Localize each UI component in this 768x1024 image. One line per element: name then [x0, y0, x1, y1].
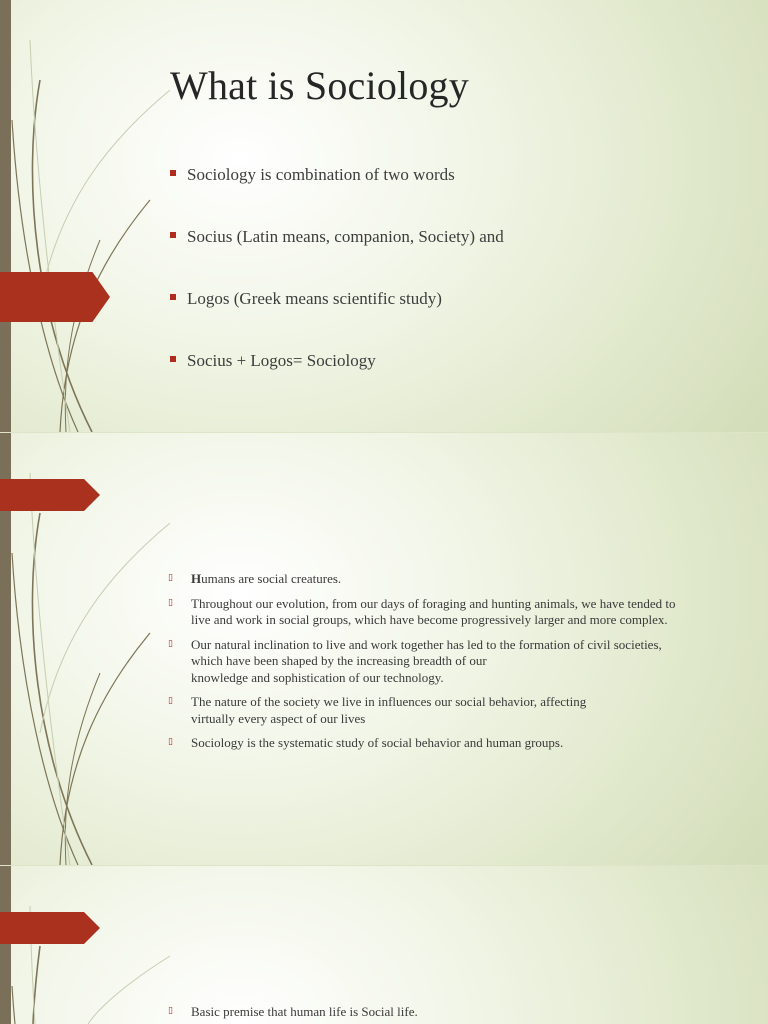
- list-item: Sociology is combination of two words: [170, 164, 504, 186]
- red-arrow-tab: [0, 912, 100, 944]
- bullet-list: [170, 164, 504, 412]
- list-item: ▯ The nature of the society we live in influences our social behavior, affecting virtually every aspect of our lives: [168, 694, 587, 726]
- slide-title: What is Sociology: [170, 63, 469, 108]
- list-item: ▯ Throughout our evolution, from our days of foraging and hunting animals, we have tended to live and work in social groups, which have become progressively larger and more complex.: [168, 595, 676, 627]
- list-item: ▯ Our natural inclination to live and work together has led to the formation of civil societies, which have been shaped by the increasing breadth of our knowledge and sophistication of our technology.: [168, 636, 662, 685]
- list-item: ▯ Humans are social creatures.: [168, 571, 342, 586]
- decorative-curves: [0, 0, 180, 432]
- list-item: ▯ Sociology is the systematic study of social behavior and human groups.: [168, 735, 564, 750]
- bullet-list: [168, 1004, 728, 1024]
- red-arrow-tab: [0, 479, 100, 511]
- bullet-list: [168, 571, 728, 760]
- red-arrow-tab: [0, 272, 110, 322]
- slide-what-is-sociology: [0, 0, 768, 432]
- slide-social-life: [0, 866, 768, 1024]
- missing-glyph-bullet-icon: ▯: [168, 696, 173, 706]
- list-item: ▯ Basic premise that human life is Social life.: [168, 1004, 418, 1019]
- square-bullet-icon: [170, 170, 176, 176]
- decorative-curves: [0, 866, 180, 1024]
- list-item: Logos (Greek means scientific study): [170, 288, 504, 310]
- list-item: Socius + Logos= Sociology: [170, 350, 504, 372]
- missing-glyph-bullet-icon: ▯: [168, 1006, 173, 1016]
- square-bullet-icon: [170, 232, 176, 238]
- missing-glyph-bullet-icon: ▯: [168, 737, 173, 747]
- square-bullet-icon: [170, 294, 176, 300]
- missing-glyph-bullet-icon: ▯: [168, 638, 173, 649]
- slide-humans-social: [0, 433, 768, 865]
- missing-glyph-bullet-icon: ▯: [168, 597, 173, 608]
- missing-glyph-bullet-icon: ▯: [168, 573, 173, 583]
- square-bullet-icon: [170, 356, 176, 362]
- list-item: Socius (Latin means, companion, Society) and: [170, 226, 504, 248]
